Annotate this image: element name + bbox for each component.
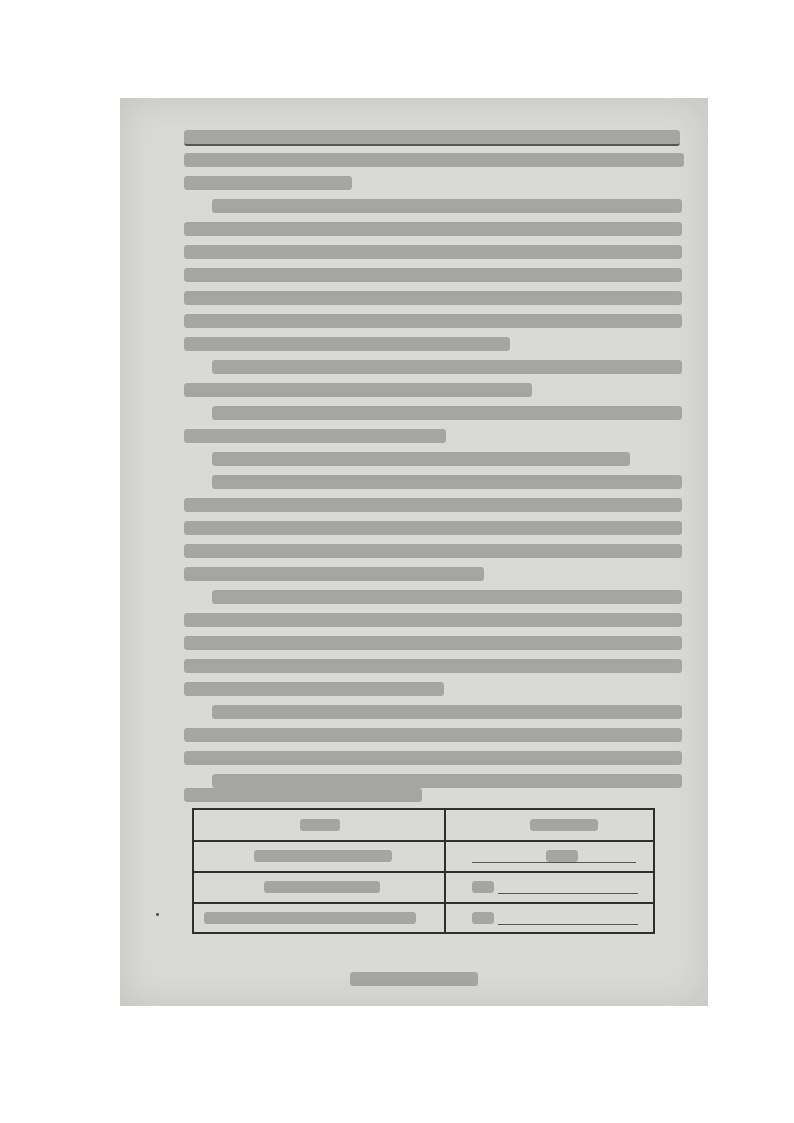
text-line	[212, 406, 682, 420]
text-line	[184, 636, 682, 650]
text-line	[184, 383, 532, 397]
text-line	[212, 705, 682, 719]
text-line	[184, 659, 682, 673]
text-line	[184, 245, 682, 259]
text-line	[212, 199, 682, 213]
text-line	[184, 613, 682, 627]
page-footer	[350, 972, 478, 986]
text-line	[184, 498, 682, 512]
table-row-3-feeling	[472, 912, 494, 924]
question-5	[184, 788, 422, 802]
text-line	[184, 567, 484, 581]
response-table	[192, 808, 655, 934]
text-line	[184, 176, 352, 190]
table-row-2-answer-line	[498, 893, 638, 894]
text-line	[184, 268, 682, 282]
text-line	[184, 222, 682, 236]
table-header-right	[530, 819, 598, 831]
text-line	[184, 337, 510, 351]
table-row-divider	[194, 871, 653, 873]
table-row-3-scene	[204, 912, 416, 924]
text-line	[184, 291, 682, 305]
table-row-divider	[194, 902, 653, 904]
text-line	[184, 728, 682, 742]
text-line	[184, 544, 682, 558]
text-line	[184, 130, 680, 146]
table-row-1-answer-line	[472, 862, 636, 863]
table-row-1-feeling	[546, 850, 578, 862]
text-line	[184, 429, 446, 443]
text-line	[212, 475, 682, 489]
photographed-page	[120, 98, 708, 1006]
text-line	[184, 682, 444, 696]
text-line	[212, 590, 682, 604]
text-line	[184, 751, 682, 765]
table-row-2-feeling	[472, 881, 494, 893]
table-row-divider	[194, 840, 653, 842]
text-line	[212, 452, 630, 466]
text-line	[184, 314, 682, 328]
text-line	[184, 153, 684, 167]
table-header-left	[300, 819, 340, 831]
text-line	[184, 521, 682, 535]
text-line	[212, 774, 682, 788]
table-row-2-scene	[264, 881, 380, 893]
text-line	[212, 360, 682, 374]
table-row-1-scene	[254, 850, 392, 862]
scan-speck	[156, 913, 159, 916]
table-row-3-answer-line	[498, 924, 638, 925]
